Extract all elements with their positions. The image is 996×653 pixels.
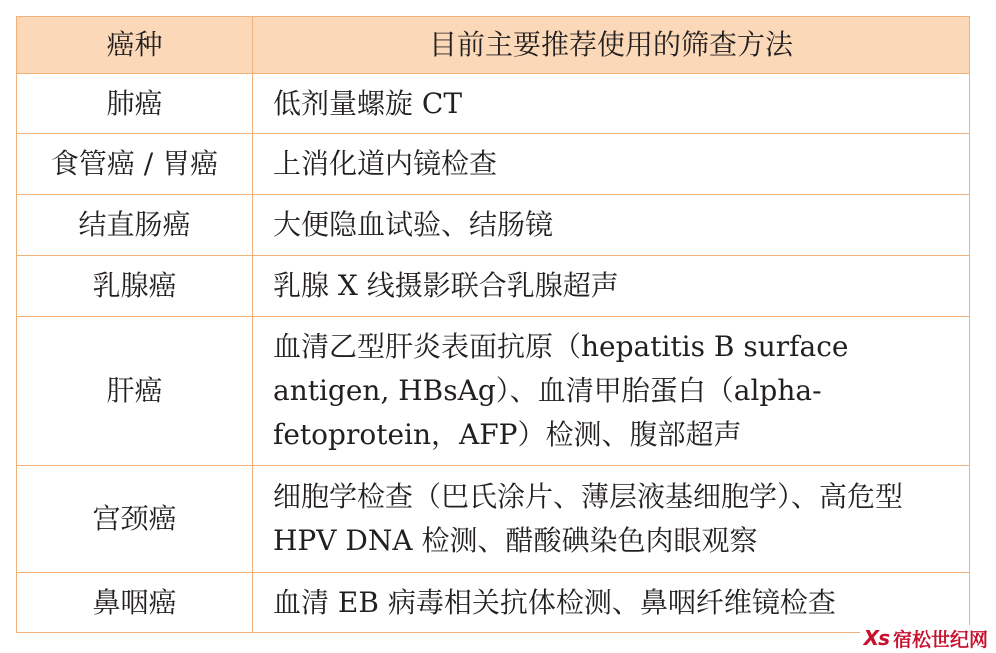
table-row	[17, 466, 970, 573]
table-row	[17, 134, 970, 195]
cancer-type-cell: 鼻咽癌	[17, 573, 253, 633]
cancer-type-cell: 结直肠癌	[17, 195, 253, 256]
header-cancer-type: 癌种	[17, 17, 253, 74]
table-row	[17, 195, 970, 256]
table-row	[17, 256, 970, 317]
cancer-type-cell: 食管癌 / 胃癌	[17, 134, 253, 195]
screening-methods-table	[16, 16, 970, 633]
cancer-type-cell: 乳腺癌	[17, 256, 253, 317]
table-row	[17, 573, 970, 633]
screening-method-cell: 大便隐血试验、结肠镜	[253, 195, 970, 256]
screening-method-cell: 上消化道内镜检查	[253, 134, 970, 195]
screening-method-cell: 细胞学检查（巴氏涂片、薄层液基细胞学）、高危型 HPV DNA 检测、醋酸碘染色肉眼观察	[253, 466, 970, 573]
screening-method-cell: 血清乙型肝炎表面抗原（hepatitis B surface antigen, HBsAg）、血清甲胎蛋白（alpha-fetoprotein，AFP）检测、腹部超声	[253, 317, 970, 466]
screening-method-cell: 血清 EB 病毒相关抗体检测、鼻咽纤维镜检查	[253, 573, 970, 633]
cancer-type-cell: 宫颈癌	[17, 466, 253, 573]
header-screening-method: 目前主要推荐使用的筛查方法	[253, 17, 970, 74]
screening-method-cell: 低剂量螺旋 CT	[253, 74, 970, 134]
cancer-type-cell: 肝癌	[17, 317, 253, 466]
watermark-logo: Xs	[863, 626, 889, 650]
table-row	[17, 74, 970, 134]
table-header-row	[17, 17, 970, 74]
cancer-type-cell: 肺癌	[17, 74, 253, 134]
screening-method-cell: 乳腺 X 线摄影联合乳腺超声	[253, 256, 970, 317]
site-watermark	[860, 625, 992, 651]
watermark-text: 宿松世纪网	[892, 628, 988, 651]
table-row	[17, 317, 970, 466]
